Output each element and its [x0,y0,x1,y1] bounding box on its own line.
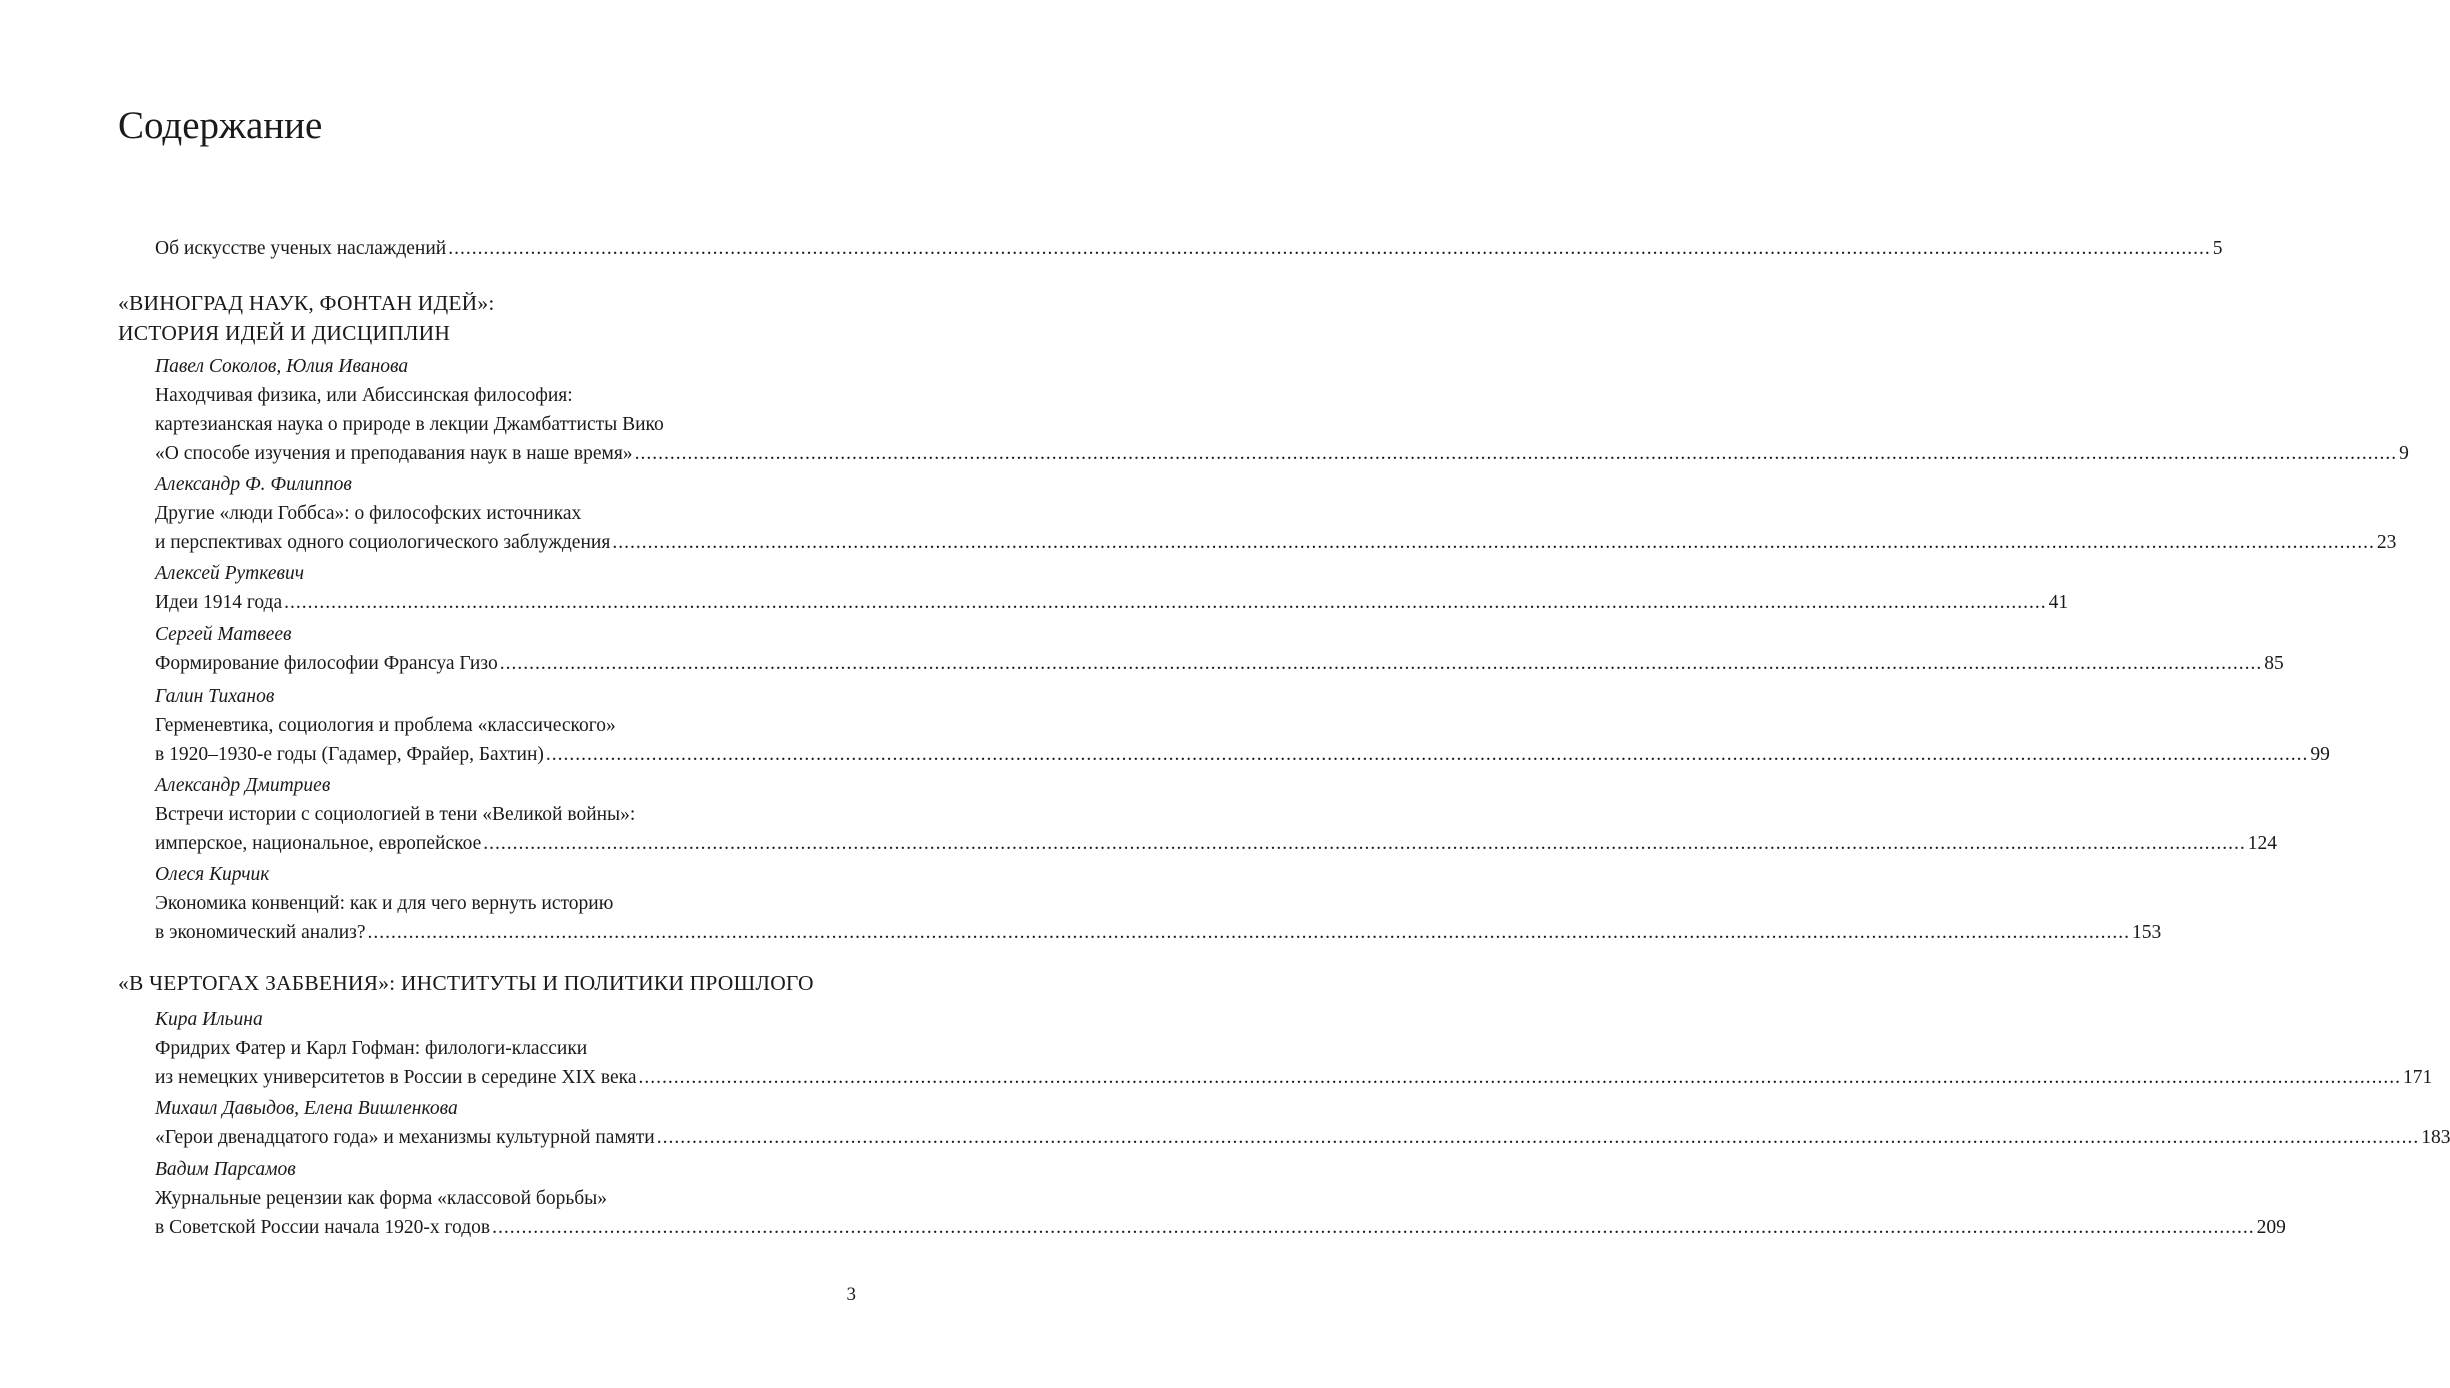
page-title: Содержание [118,104,323,147]
leader-dots: ............................................................................................................................................................................................................................................................................................................ [656,1127,2420,1148]
entry-title-text: и перспективах одного социологического заблуждения [155,532,611,553]
toc-entry[interactable] [155,682,2330,769]
leader-dots: ............................................................................................................................................................................................................................................................................................................ [492,1217,2255,1238]
page-number: 183 [2421,1127,2450,1148]
entry-author: Александр Дмитриев [155,775,331,796]
entry-title-text: Идеи 1914 года [155,592,283,613]
entry-title-last-line [155,1123,2450,1152]
entry-title-line: Экономика конвенций: как и для чего вернуть историю [155,893,614,914]
toc-entry[interactable] [155,1155,2286,1242]
section-heading-2 [118,968,814,998]
leader-dots: ............................................................................................................................................................................................................................................................................................................ [483,833,2246,854]
page-number: 209 [2256,1217,2286,1238]
entry-title-line: Встречи истории с социологией в тени «Великой войны»: [155,804,636,825]
entry-title-text: имперское, национальное, европейское [155,833,482,854]
entry-title-line: Находчивая физика, или Абиссинская философия: [155,385,573,406]
entry-title-line: Фридрих Фатер и Карл Гофман: филологи-классики [155,1038,588,1059]
leader-dots: ............................................................................................................................................................................................................................................................................................................ [367,922,2131,943]
leader-dots: ............................................................................................................................................................................................................................................................................................................ [499,653,2263,674]
entry-title-text: в экономический анализ? [155,922,366,943]
entry-title-last-line [155,740,2330,769]
toc-entry-intro[interactable] [155,234,2223,263]
section-heading-line: «В ЧЕРТОГАХ ЗАБВЕНИЯ»: ИНСТИТУТЫ И ПОЛИТИКИ ПРОШЛОГО [118,971,814,995]
entry-title-last-line [155,1063,2433,1092]
leader-dots: ............................................................................................................................................................................................................................................................................................................ [448,238,2211,259]
entry-title-last-line [155,588,2069,617]
entry-title-line: Журнальные рецензии как форма «классовой борьбы» [155,1188,608,1209]
entry-author: Павел Соколов, Юлия Иванова [155,356,409,377]
entry-author: Александр Ф. Филиппов [155,474,352,495]
entry-author: Михаил Давыдов, Елена Вишленкова [155,1098,458,1119]
toc-entry[interactable] [155,470,2397,557]
section-heading-line: «ВИНОГРАД НАУК, ФОНТАН ИДЕЙ»: [118,291,495,315]
leader-dots: ............................................................................................................................................................................................................................................................................................................ [545,744,2309,765]
entry-title-last-line [155,918,2162,947]
toc-entry[interactable] [155,620,2284,678]
page-number: 85 [2264,653,2284,674]
page-number: 153 [2132,922,2162,943]
entry-title-text: «Герои двенадцатого года» и механизмы культурной памяти [155,1127,655,1148]
toc-entry[interactable] [155,1094,2450,1152]
entry-title-line: Другие «люди Гоббса»: о философских источниках [155,503,582,524]
entry-author: Кира Ильина [155,1009,263,1030]
leader-dots: ............................................................................................................................................................................................................................................................................................................ [638,1067,2402,1088]
entry-title-line: картезианская наука о природе в лекции Джамбаттисты Вико [155,414,664,435]
page-number: 5 [2212,238,2223,259]
entry-title-text: «О способе изучения и преподавания наук в наше время» [155,443,633,464]
entry-title-line: Герменевтика, социология и проблема «классического» [155,715,616,736]
entry-author: Вадим Парсамов [155,1159,296,1180]
page-number: 23 [2376,532,2397,553]
section-heading-line: ИСТОРИЯ ИДЕЙ И ДИСЦИПЛИН [118,321,451,345]
entry-title-last-line [155,649,2284,678]
entry-title-text: из немецких университетов в России в середине XIX века [155,1067,637,1088]
entry-title-last-line [155,528,2397,557]
entry-title-text: Формирование философии Франсуа Гизо [155,653,498,674]
entry-author: Сергей Матвеев [155,624,292,645]
toc-entry-title [155,234,2223,263]
toc-entry-title-text: Об искусстве ученых наслаждений [155,238,447,259]
leader-dots: ............................................................................................................................................................................................................................................................................................................ [612,532,2375,553]
toc-entry[interactable] [155,771,2277,858]
toc-entry[interactable] [155,1005,2433,1092]
page-number: 124 [2247,833,2277,854]
toc-entry[interactable] [155,860,2162,947]
page-number: 41 [2048,592,2069,613]
folio-page-number: 3 [846,1284,856,1305]
entry-author: Алексей Руткевич [155,563,305,584]
entry-title-text: в 1920–1930-е годы (Гадамер, Фрайер, Бахтин) [155,744,544,765]
section-heading-1 [118,288,495,348]
entry-author: Галин Тиханов [155,686,275,707]
page-number: 9 [2399,443,2409,464]
leader-dots: ............................................................................................................................................................................................................................................................................................................ [284,592,2047,613]
page-number: 99 [2310,744,2330,765]
entry-title-last-line [155,439,2409,468]
entry-author: Олеся Кирчик [155,864,270,885]
entry-title-last-line [155,1213,2286,1242]
toc-entry[interactable] [155,559,2069,617]
toc-entry[interactable] [155,352,2409,468]
leader-dots: ............................................................................................................................................................................................................................................................................................................ [634,443,2398,464]
page-number: 171 [2403,1067,2433,1088]
entry-title-last-line [155,829,2277,858]
entry-title-text: в Советской России начала 1920-х годов [155,1217,491,1238]
